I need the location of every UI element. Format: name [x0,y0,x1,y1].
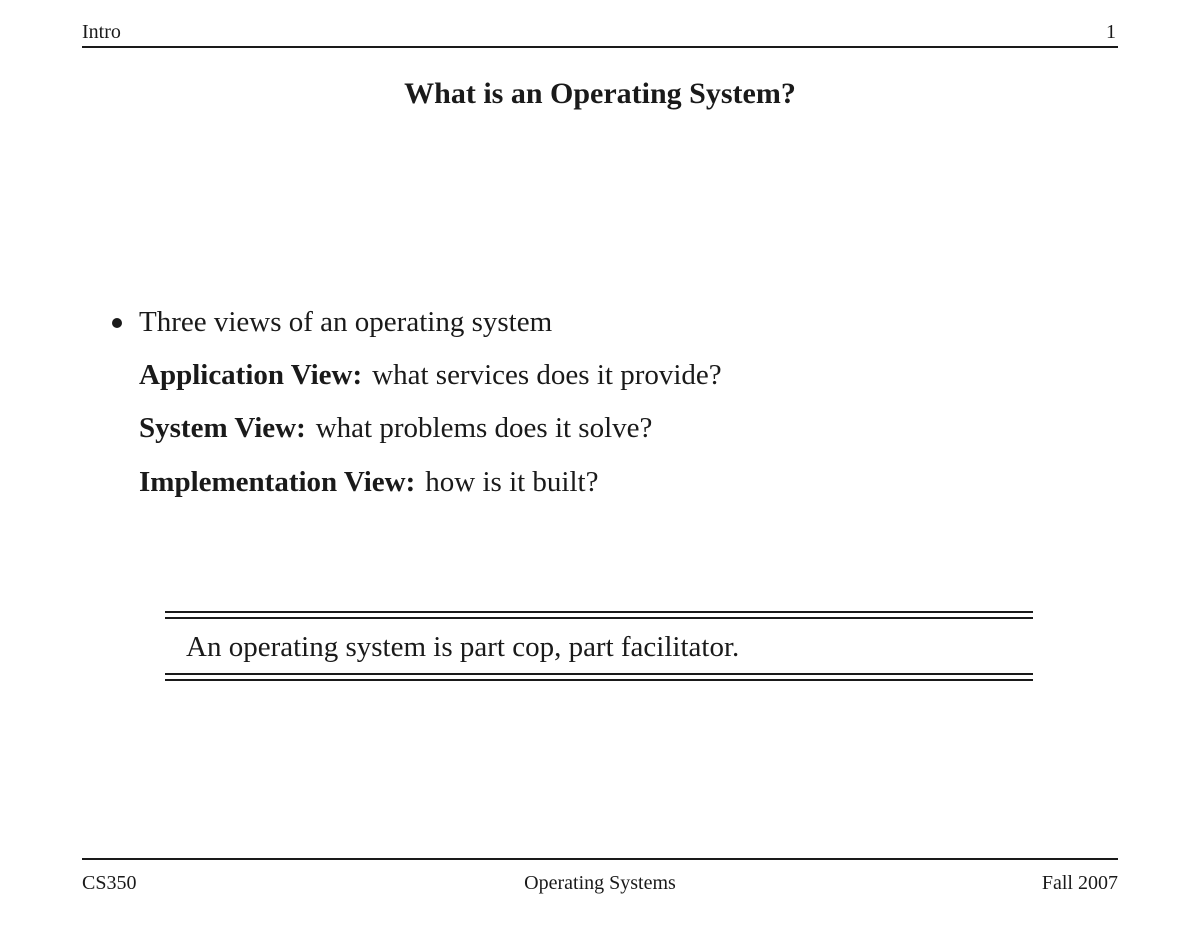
statement-bottom-rule [165,679,1033,681]
footer-subject: Operating Systems [524,872,676,894]
statement-top-rule [165,611,1033,613]
footer-course: CS350 [82,872,137,894]
slide-title: What is an Operating System? [404,77,796,110]
header-section: Intro [82,21,121,43]
view-description: what problems does it solve? [315,412,653,444]
view-label: System View: [139,412,306,444]
view-label: Implementation View: [139,466,416,498]
statement-top-rule-inner [165,617,1033,619]
page-number: 1 [1106,21,1116,43]
application-view-line [139,357,722,393]
header-divider [82,46,1118,48]
statement-text: An operating system is part cop, part facilitator. [186,631,740,663]
view-description: how is it built? [425,466,599,498]
view-label: Application View: [139,359,363,391]
bullet-text: Three views of an operating system [139,306,553,338]
bullet-icon [112,318,122,328]
view-description: what services does it provide? [372,359,722,391]
implementation-view-line [139,464,598,500]
system-view-line [139,410,652,446]
statement-bottom-rule-inner [165,673,1033,675]
footer-divider [82,858,1118,860]
footer-term: Fall 2007 [1041,872,1118,894]
